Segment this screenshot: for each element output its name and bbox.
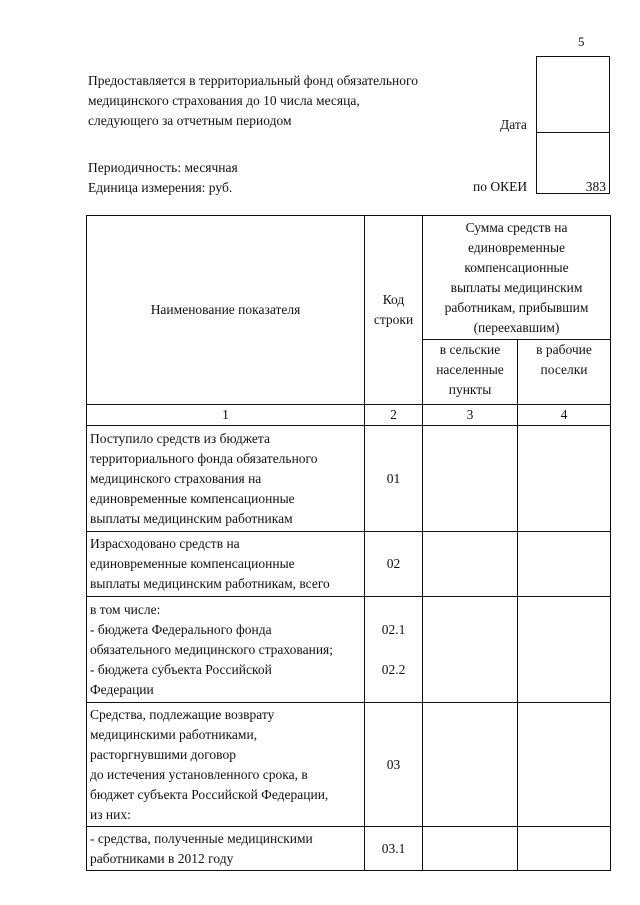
value-cell-workers[interactable] [518, 703, 611, 827]
header-row-code: Код строки [365, 216, 423, 405]
row-code: 01 [365, 426, 423, 532]
value-cell-workers[interactable] [518, 827, 611, 871]
page-number: 5 [578, 34, 585, 49]
value-cell-workers[interactable] [518, 426, 611, 532]
header-workers-settlements: в рабочие поселки [518, 340, 611, 405]
submission-note-line: следующего за отчетным периодом [88, 113, 292, 128]
unit-text: Единица измерения: руб. [88, 180, 233, 195]
column-number: 1 [87, 405, 365, 426]
value-cell-rural[interactable] [423, 827, 518, 871]
value-cell-rural[interactable] [423, 703, 518, 827]
table-row [87, 827, 611, 871]
value-cell-workers[interactable] [518, 532, 611, 597]
submission-note-line: медицинского страхования до 10 числа месяца, [88, 93, 360, 108]
row-code: 03.1 [365, 827, 423, 871]
periodicity-text: Периодичность: месячная [88, 160, 238, 175]
indicator-name: Средства, подлежащие возврату медицинскими работниками, расторгнувшими договор до истечения установленного срока, в бюджет субъекта Российской Федерации, из них: [87, 703, 365, 827]
table-row [87, 532, 611, 597]
okei-value: 383 [585, 179, 606, 194]
row-code: 02.1 02.2 [365, 597, 423, 703]
indicator-name: - средства, полученные медицинскими работниками в 2012 году [87, 827, 365, 871]
table-row [87, 597, 611, 703]
table-row [87, 426, 611, 532]
column-number: 2 [365, 405, 423, 426]
header-rural-settlements: в сельские населенные пункты [423, 340, 518, 405]
submission-note [88, 71, 448, 131]
header-sum: Сумма средств на единовременные компенсационные выплаты медицинским работникам, прибывшим (переехавшим) [423, 216, 611, 340]
indicator-name: Поступило средств из бюджета территориального фонда обязательного медицинского страхования на единовременные компенсационные выплаты медицинским работникам [87, 426, 365, 532]
submission-note-line: Предоставляется в территориальный фонд обязательного [88, 73, 418, 88]
table-row [87, 703, 611, 827]
row-code: 03 [365, 703, 423, 827]
column-number: 4 [518, 405, 611, 426]
row-code: 02 [365, 532, 423, 597]
report-table [86, 215, 611, 871]
column-number: 3 [423, 405, 518, 426]
value-cell-rural[interactable] [423, 597, 518, 703]
header-indicator-name: Наименование показателя [87, 216, 365, 405]
indicator-name: Израсходовано средств на единовременные компенсационные выплаты медицинским работникам, всего [87, 532, 365, 597]
value-cell-rural[interactable] [423, 532, 518, 597]
date-field-box[interactable] [536, 56, 610, 133]
value-cell-rural[interactable] [423, 426, 518, 532]
date-label: Дата [500, 117, 527, 132]
okei-label: по ОКЕИ [473, 179, 528, 194]
value-cell-workers[interactable] [518, 597, 611, 703]
period-info [88, 158, 388, 198]
indicator-name: в том числе: - бюджета Федерального фонда обязательного медицинского страхования; - бюджета субъекта Российской Федерации [87, 597, 365, 703]
